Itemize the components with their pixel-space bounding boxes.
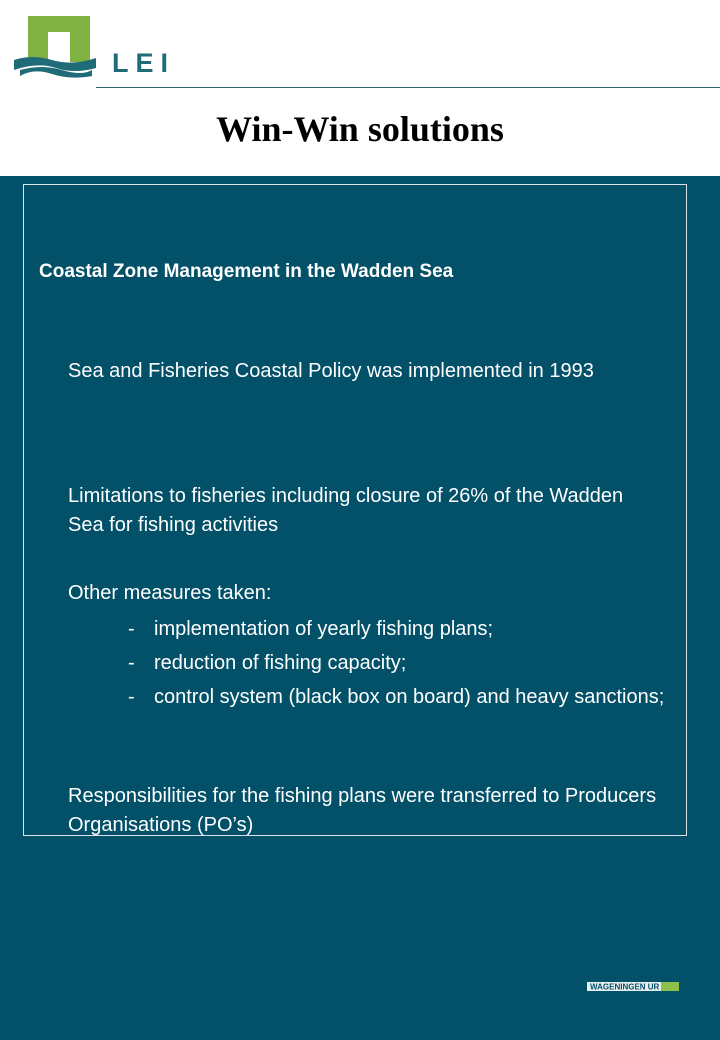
header-divider [96,87,720,88]
paragraph-responsibilities: Responsibilities for the fishing plans were transferred to Producers Organisations (PO’s) [68,785,657,836]
lei-logo-text: LEI [112,48,176,78]
lei-logo-icon [12,14,102,80]
slide-title: Win-Win solutions [216,109,504,149]
list-item-text: reduction of fishing capacity; [154,652,407,674]
content-box [23,184,687,836]
section-heading: Coastal Zone Management in the Wadden Sea [39,261,454,282]
wageningen-ur-logo [587,982,679,991]
paragraph-limitations: Limitations to fisheries including closure of 26% of the Wadden Sea for fishing activities [68,485,624,536]
paragraph-policy: Sea and Fisheries Coastal Policy was implemented in 1993 [68,360,594,382]
bullet-dash: - [128,652,135,674]
bullet-dash: - [128,686,135,708]
slide-body [0,176,720,1040]
paragraph-other-measures: Other measures taken: [68,582,272,604]
lei-logo [12,14,176,80]
list-item [128,683,668,712]
list-item-text: control system (black box on board) and heavy sanctions; [154,686,665,708]
measures-list [128,615,668,717]
list-item [128,615,668,644]
slide-header [0,0,720,176]
list-item-text: implementation of yearly fishing plans; [154,618,494,640]
wageningen-ur-logo-text: WAGENINGEN UR [590,982,660,991]
bullet-dash: - [128,618,135,640]
list-item [128,649,668,678]
